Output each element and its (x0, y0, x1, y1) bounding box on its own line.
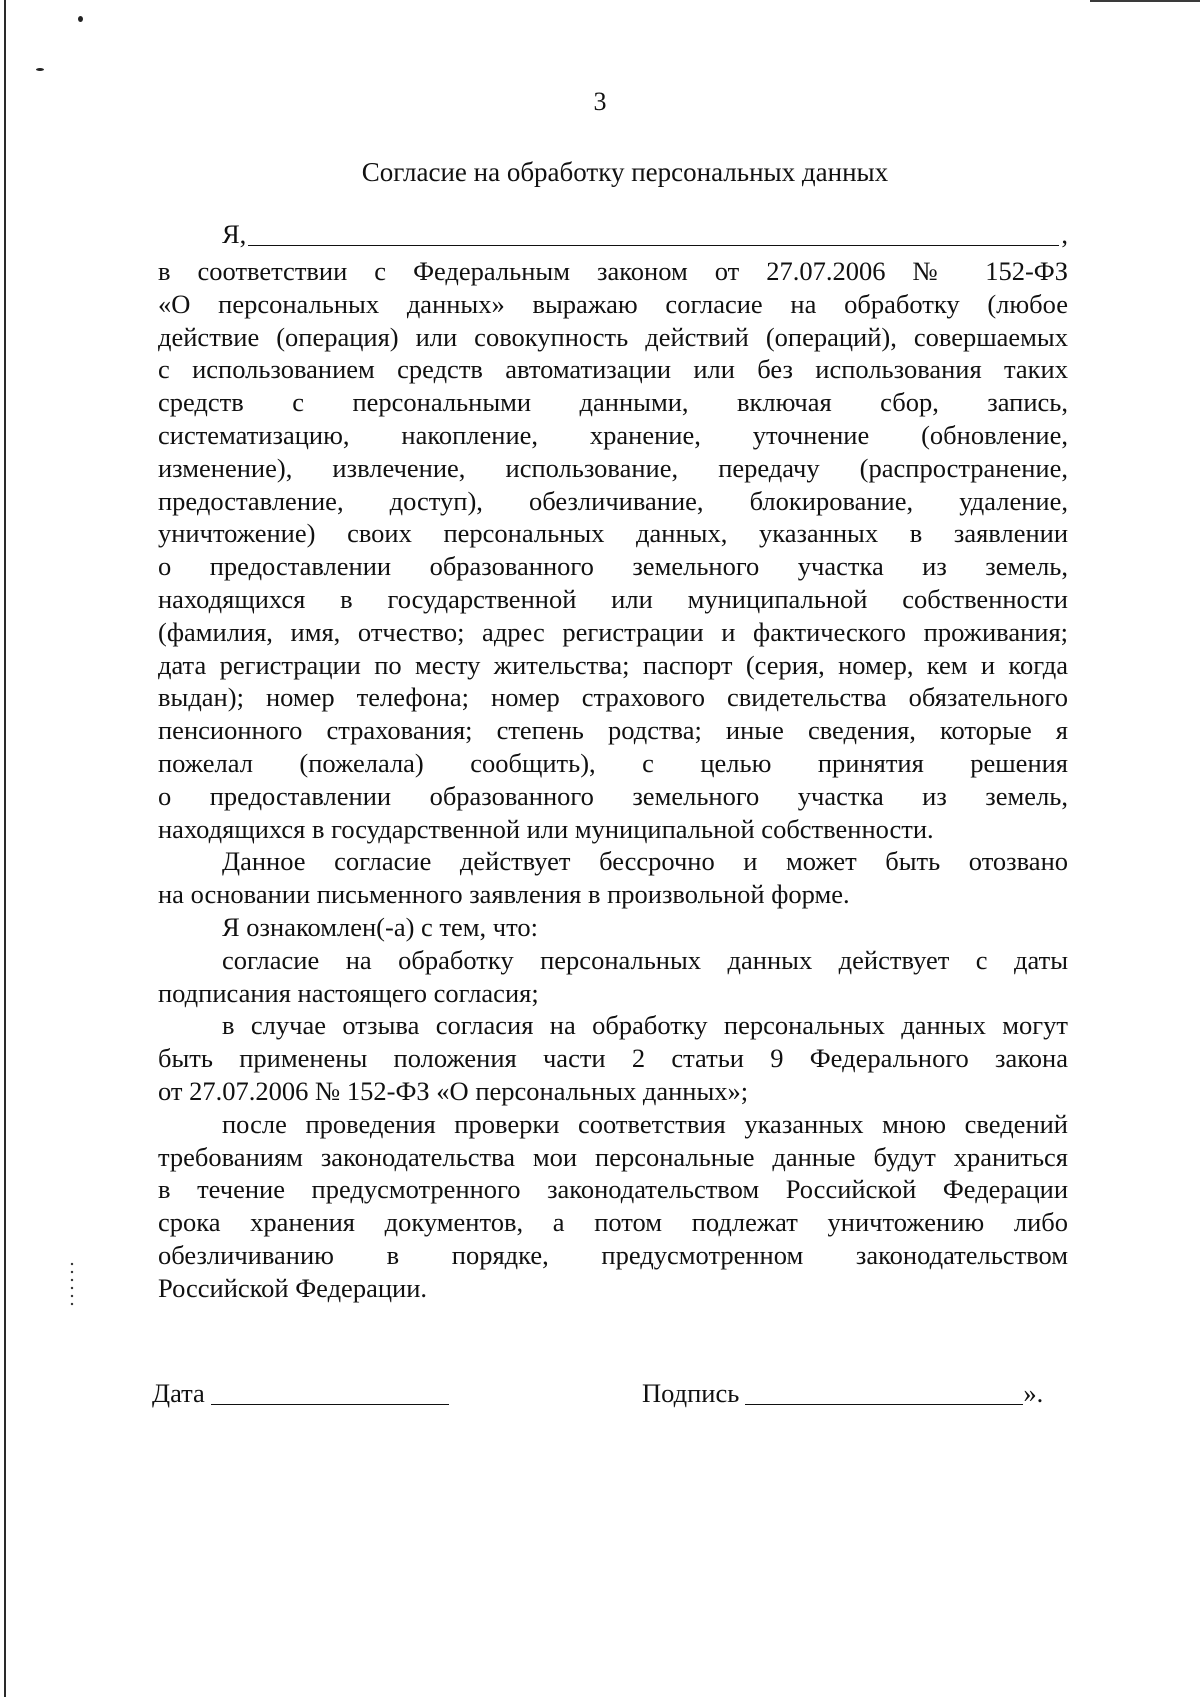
text-line: находящихся в государственной или муниципальной собственности (158, 583, 1068, 614)
text-line: о предоставлении образованного земельного участка из земель, (158, 551, 1068, 582)
text-line: предоставление, доступ), обезличивание, блокирование, удаление, (158, 485, 1068, 516)
text-line: Российской Федерации. (158, 1272, 427, 1303)
page-number: 3 (593, 87, 607, 116)
text-line: с использованием средств автоматизации или без использования таких (158, 354, 1068, 385)
paragraph-acknowledged (158, 911, 1068, 944)
text-line: в соответствии с Федеральным законом от 27.07.2006 № 152-ФЗ (158, 256, 1068, 286)
text-line: средств с персональными данными, включая сбор, запись, (158, 387, 1068, 418)
applicant-prefix: Я, (222, 219, 247, 249)
signature-label: Подпись (642, 1378, 740, 1408)
text-line: на основании письменного заявления в произвольной форме. (158, 879, 850, 910)
text-line: Данное согласие действует бессрочно и может быть отозвано (222, 846, 1068, 877)
text-line: систематизацию, накопление, хранение, уточнение (обновление, (158, 419, 1068, 450)
paragraph-effective-date (158, 944, 1068, 1010)
applicant-suffix: , (1061, 219, 1068, 249)
text-line: подписания настоящего согласия; (158, 977, 539, 1008)
text-line: в случае отзыва согласия на обработку персональных данных могут (222, 1010, 1068, 1041)
text-line: о предоставлении образованного земельного участка из земель, (158, 780, 1068, 811)
signature-suffix: ». (1023, 1378, 1044, 1408)
signature-field (642, 1378, 1043, 1409)
text-line: в течение предусмотренного законодательством Российской Федерации (158, 1174, 1068, 1205)
date-field (152, 1378, 449, 1409)
text-line: находящихся в государственной или муниципальной собственности. (158, 813, 934, 844)
paragraph-validity (158, 845, 1068, 911)
page-edge-top-right (1090, 0, 1200, 2)
text-line: требованиям законодательства мои персональные данные будут храниться (158, 1141, 1068, 1172)
applicant-name-line (222, 218, 1068, 250)
text-line: уничтожение) своих персональных данных, указанных в заявлении (158, 518, 1068, 549)
paragraph-withdrawal (158, 1009, 1068, 1107)
applicant-name-blank[interactable] (248, 219, 1059, 246)
paragraph-consent (158, 255, 1068, 845)
scan-dots (70, 1260, 74, 1310)
scan-speck (78, 16, 83, 22)
page-edge-left (4, 0, 6, 1697)
consent-body (158, 255, 1068, 1305)
document-title: Согласие на обработку персональных данных (361, 157, 889, 187)
text-line: от 27.07.2006 № 152-ФЗ «О персональных данных»; (158, 1075, 749, 1106)
date-blank[interactable] (211, 1378, 449, 1405)
text-line: «О персональных данных» выражаю согласие на обработку (любое (158, 288, 1068, 319)
text-line: обезличиванию в порядке, предусмотренном законодательством (158, 1239, 1068, 1270)
scan-speck (36, 68, 44, 71)
text-line: быть применены положения части 2 статьи 9 Федерального закона (158, 1043, 1068, 1074)
text-line: согласие на обработку персональных данных действует с даты (222, 944, 1068, 975)
text-line: выдан); номер телефона; номер страхового свидетельства обязательного (158, 682, 1068, 713)
text-line: срока хранения документов, а потом подлежат уничтожению либо (158, 1207, 1068, 1238)
text-line: пенсионного страхования; степень родства; иные сведения, которые я (158, 715, 1068, 746)
paragraph-storage (158, 1108, 1068, 1305)
text-line: пожелал (пожелала) сообщить), с целью принятия решения (158, 747, 1068, 778)
signature-blank[interactable] (745, 1378, 1023, 1405)
text-line: Я ознакомлен(-а) с тем, что: (222, 911, 538, 942)
signature-row (152, 1378, 1072, 1418)
date-label: Дата (152, 1378, 205, 1408)
text-line: действие (операция) или совокупность действий (операций), совершаемых (158, 321, 1068, 352)
text-line: (фамилия, имя, отчество; адрес регистрации и фактического проживания; (158, 616, 1068, 647)
text-line: после проведения проверки соответствия указанных мною сведений (222, 1108, 1068, 1139)
text-line: изменение), извлечение, использование, передачу (распространение, (158, 452, 1068, 483)
text-line: дата регистрации по месту жительства; паспорт (серия, номер, кем и когда (158, 649, 1068, 680)
